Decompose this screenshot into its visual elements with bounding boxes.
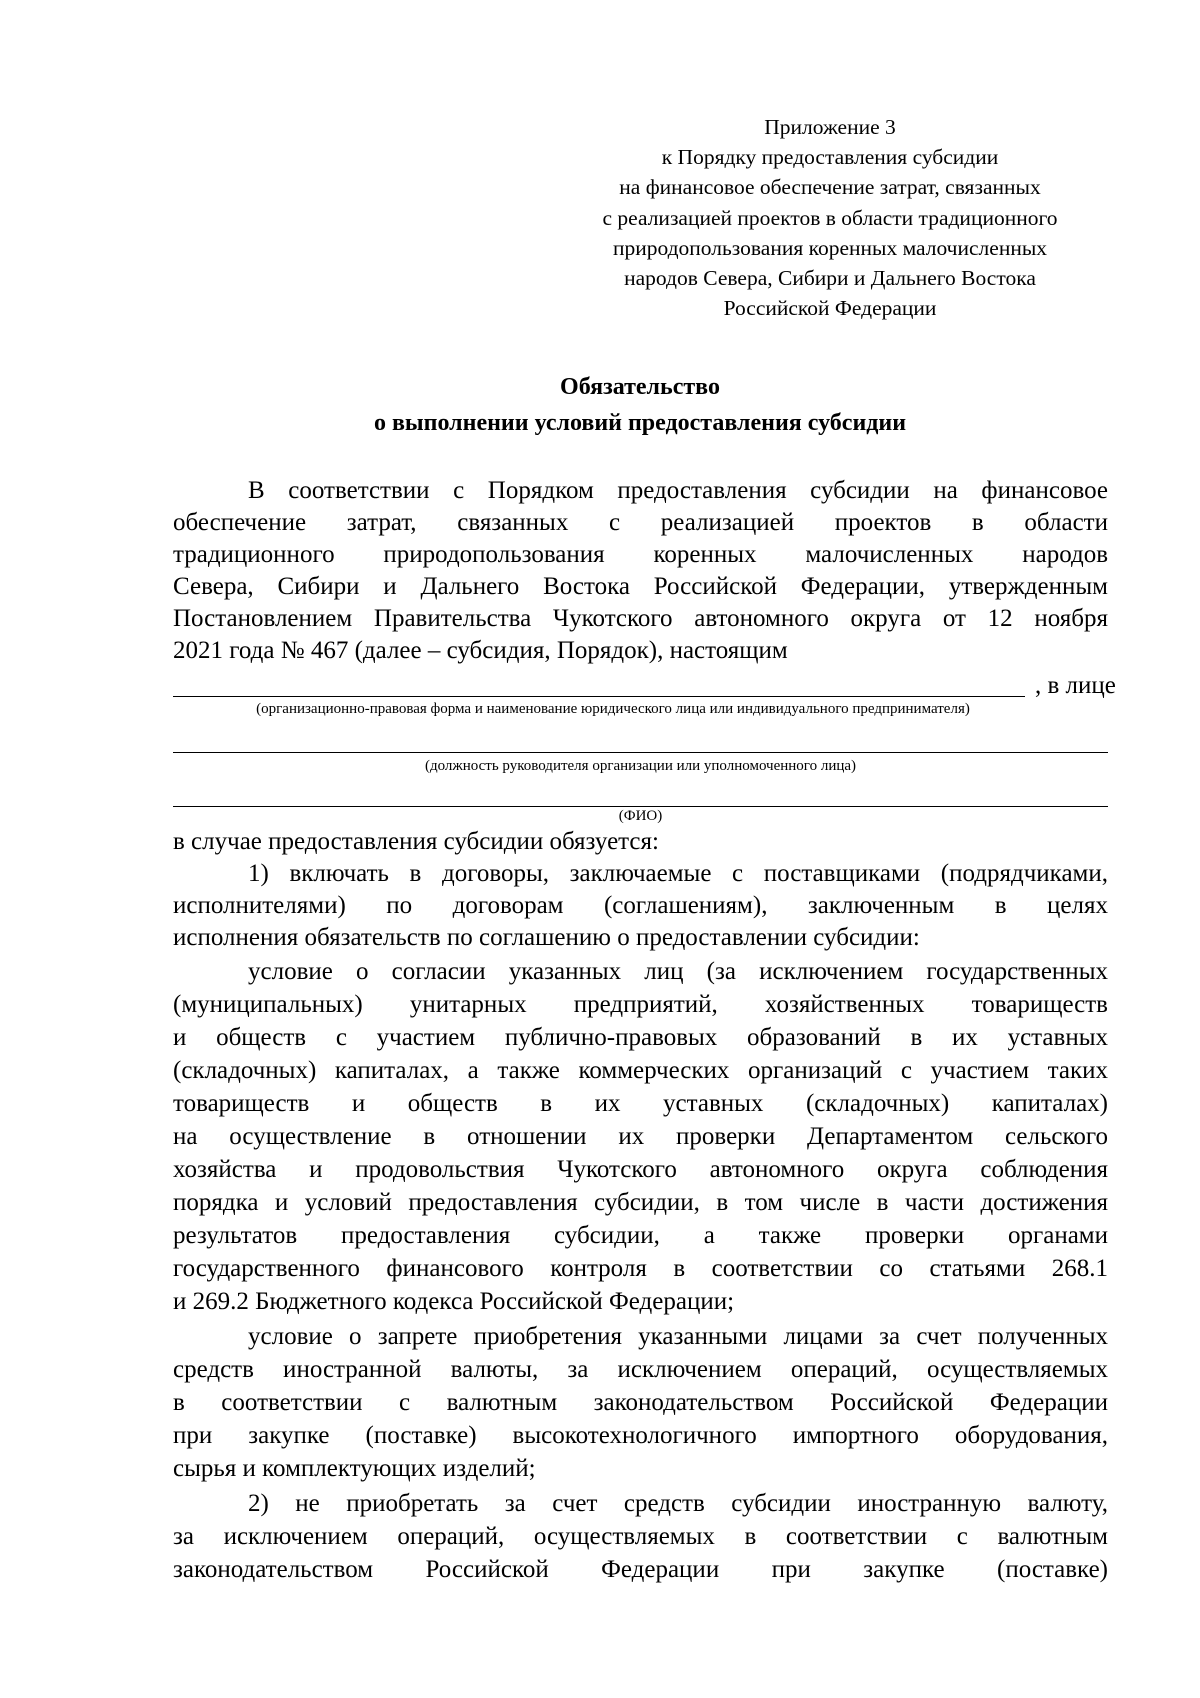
- paragraph-line: 2021 года № 467 (далее – субсидия, Порядок), настоящим: [173, 637, 788, 664]
- paragraph-line: порядка и условий предоставления субсидии, в том числе в части достижения: [173, 1189, 1108, 1216]
- document-subtitle: о выполнении условий предоставления субсидии: [373, 410, 907, 436]
- appendix-line: к Порядку предоставления субсидии: [661, 145, 999, 170]
- appendix-line: Приложение 3: [764, 115, 896, 139]
- paragraph-line: за исключением операций, осуществляемых в соответствии с валютным: [173, 1523, 1108, 1550]
- paragraph-line: В соответствии с Порядком предоставления субсидии на финансовое: [248, 477, 1108, 504]
- paragraph-line: на осуществление в отношении их проверки Департаментом сельского: [173, 1123, 1108, 1150]
- fio-caption: (ФИО): [618, 808, 663, 824]
- paragraph-line: и обществ с участием публично-правовых образований в их уставных: [173, 1024, 1108, 1051]
- paragraph-line: условие о запрете приобретения указанными лицами за счет полученных: [248, 1323, 1108, 1350]
- paragraph-line: в случае предоставления субсидии обязуется:: [173, 828, 659, 855]
- paragraph-line: государственного финансового контроля в соответствии со статьями 268.1: [173, 1255, 1108, 1282]
- paragraph-line: исполнителями) по договорам (соглашениям), заключенным в целях: [173, 892, 1108, 919]
- paragraph-line: Севера, Сибири и Дальнего Востока Российской Федерации, утвержденным: [173, 573, 1108, 600]
- position-field-line: [173, 752, 1108, 753]
- paragraph-line: при закупке (поставке) высокотехнологичного импортного оборудования,: [173, 1422, 1108, 1449]
- paragraph-line: товариществ и обществ в их уставных (складочных) капиталах): [173, 1090, 1108, 1117]
- paragraph-line: Постановлением Правительства Чукотского автономного округа от 12 ноября: [173, 605, 1108, 632]
- appendix-line: народов Севера, Сибири и Дальнего Востока: [624, 266, 1036, 291]
- paragraph-line: 2) не приобретать за счет средств субсидии иностранную валюту,: [248, 1490, 1108, 1517]
- appendix-line: природопользования коренных малочисленных: [612, 235, 1048, 260]
- paragraph-line: в соответствии с валютным законодательством Российской Федерации: [173, 1389, 1108, 1416]
- paragraph-line: законодательством Российской Федерации при закупке (поставке): [173, 1556, 1108, 1583]
- paragraph-line: результатов предоставления субсидии, а также проверки органами: [173, 1222, 1108, 1249]
- organization-caption: (организационно-правовая форма и наименование юридического лица или индивидуального предпринимателя): [256, 701, 970, 717]
- paragraph-line: 1) включать в договоры, заключаемые с поставщиками (подрядчиками,: [248, 860, 1108, 887]
- paragraph-line: (муниципальных) унитарных предприятий, хозяйственных товариществ: [173, 991, 1108, 1018]
- paragraph-line: исполнения обязательств по соглашению о предоставлении субсидии:: [173, 924, 920, 951]
- paragraph-line: обеспечение затрат, связанных с реализацией проектов в области: [173, 509, 1108, 536]
- appendix-line: на финансовое обеспечение затрат, связанных: [619, 175, 1041, 200]
- paragraph-line: сырья и комплектующих изделий;: [173, 1455, 536, 1482]
- paragraph-line: условие о согласии указанных лиц (за исключением государственных: [248, 958, 1108, 985]
- paragraph-line: традиционного природопользования коренных малочисленных народов: [173, 541, 1108, 568]
- in-person-text: , в лице: [1035, 672, 1116, 699]
- position-caption: (должность руководителя организации или уполномоченного лица): [424, 758, 857, 774]
- paragraph-line: средств иностранной валюты, за исключением операций, осуществляемых: [173, 1356, 1108, 1383]
- paragraph-line: (складочных) капиталах, а также коммерческих организаций с участием таких: [173, 1057, 1108, 1084]
- paragraph-line: и 269.2 Бюджетного кодекса Российской Федерации;: [173, 1288, 735, 1315]
- appendix-line: с реализацией проектов в области традиционного: [602, 205, 1058, 230]
- paragraph-line: хозяйства и продовольствия Чукотского автономного округа соблюдения: [173, 1156, 1108, 1183]
- appendix-header: [580, 112, 1080, 323]
- document-title: Обязательство: [560, 374, 720, 400]
- organization-field-line: [173, 696, 1025, 697]
- appendix-line: Российской Федерации: [723, 296, 937, 321]
